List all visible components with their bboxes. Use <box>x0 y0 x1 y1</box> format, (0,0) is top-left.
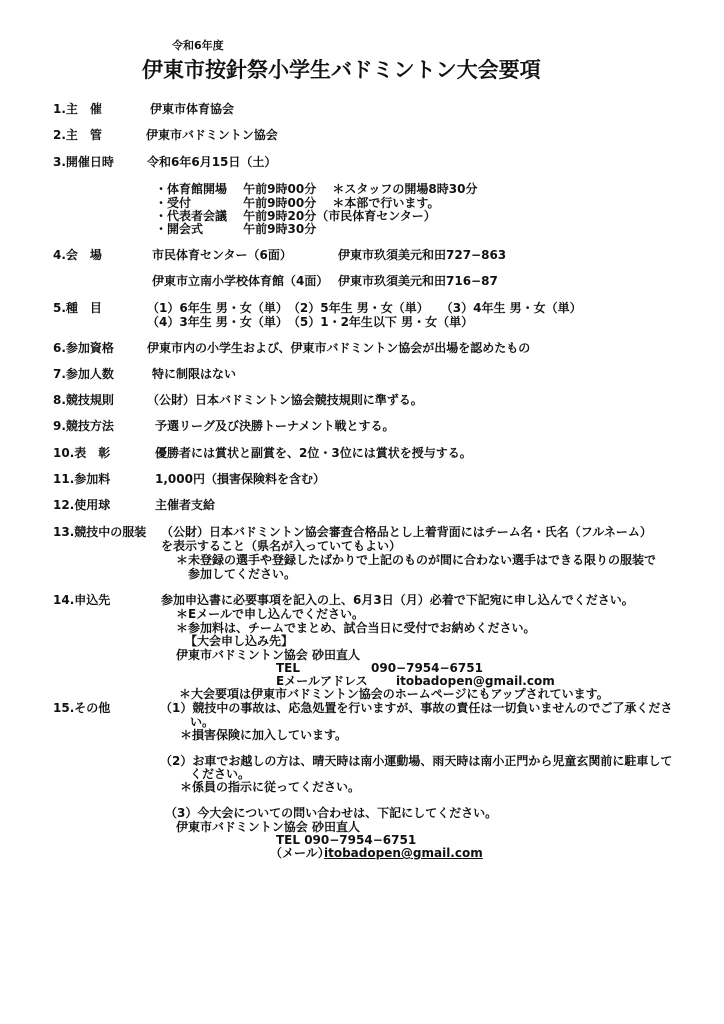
section-value-organizer: 伊東市体育協会 <box>150 102 235 116</box>
section-value-format: 予選リーグ及び決勝トーナメント戦とする。 <box>155 419 395 433</box>
section-label-venue: 4.会 場 <box>53 248 102 262</box>
attire-line-1: （公財）日本バドミントン協会審査合格品とし上着背面にはチーム名・氏名（フルネーム） <box>161 525 652 539</box>
section-value-date: 令和6年6月15日（土） <box>147 155 277 169</box>
section-label-participants: 7.参加人数 <box>53 367 114 381</box>
application-email[interactable]: itobadopen@gmail.com <box>396 674 555 688</box>
section-value-participants: 特に制限はない <box>152 367 237 381</box>
events-line-1: （1）6年生 男・女（単） （2）5年生 男・女（単） （3）4年生 男・女（単） <box>147 301 582 315</box>
other-item3-tel: TEL 090−7954−6751 <box>276 833 417 847</box>
venue-2-address: 伊東市玖須美元和田716−87 <box>338 274 498 288</box>
other-item3-contact-name: 伊東市バドミントン協会 砂田直人 <box>176 820 360 834</box>
section-label-awards: 10.表 彰 <box>53 446 111 460</box>
section-label-other: 15.その他 <box>53 701 111 715</box>
section-label-fee: 11.参加料 <box>53 472 111 486</box>
schedule-line: ・開会式 午前9時30分 <box>155 222 317 236</box>
application-tel: 090−7954−6751 <box>371 661 483 675</box>
section-value-fee: 1,000円（損害保険料を含む） <box>155 472 325 486</box>
application-email-label: Eメールアドレス <box>276 674 368 688</box>
application-line-8: ＊大会要項は伊東市バドミントン協会のホームページにもアップされています。 <box>179 687 609 701</box>
other-item2-line1: （2）お車でお越しの方は、晴天時は南小運動場、雨天時は南小正門から児童玄関前に駐車して <box>160 754 673 768</box>
other-item2-line3: ＊係員の指示に従ってください。 <box>180 780 361 794</box>
other-item2-line2: ください。 <box>190 767 251 781</box>
venue-1-address: 伊東市玖須美元和田727−863 <box>338 248 507 262</box>
other-item3-mail-label: （メール） <box>270 846 330 860</box>
application-line-2: ＊Eメールで申し込んでください。 <box>176 607 364 621</box>
section-label-eligibility: 6.参加資格 <box>53 341 114 355</box>
application-line-3: ＊参加料は、チームでまとめ、試合当日に受付でお納めください。 <box>176 621 536 635</box>
other-item3-email[interactable]: itobadopen@gmail.com <box>324 846 483 860</box>
section-value-rules: （公財）日本バドミントン協会競技規則に準ずる。 <box>147 393 423 407</box>
section-label-format: 9.競技方法 <box>53 419 114 433</box>
schedule-line: ・受付 午前9時00分 ＊本部で行います。 <box>155 196 440 210</box>
other-item1-line3: ＊損害保険に加入しています。 <box>180 728 348 742</box>
section-value-shuttle: 主催者支給 <box>155 498 216 512</box>
schedule-line: ・体育館開場 午前9時00分 ＊スタッフの開場8時30分 <box>155 182 478 196</box>
section-value-management: 伊東市バドミントン協会 <box>146 128 278 142</box>
era-label: 令和6年度 <box>172 39 224 52</box>
venue-2: 伊東市立南小学校体育館（4面） <box>152 274 329 288</box>
other-item1-line2: い。 <box>190 715 215 729</box>
section-label-shuttle: 12.使用球 <box>53 498 111 512</box>
section-label-events: 5.種 目 <box>53 301 102 315</box>
section-label-rules: 8.競技規則 <box>53 393 114 407</box>
application-line-1: 参加申込書に必要事項を記入の上、6月3日（月）必着で下記宛に申し込んでください。 <box>161 593 634 607</box>
application-contact-name: 伊東市バドミントン協会 砂田直人 <box>176 648 360 662</box>
other-item1-line1: （1）競技中の事故は、応急処置を行いますが、事故の責任は一切負いませんのでご了承くださ <box>160 701 673 715</box>
section-label-date: 3.開催日時 <box>53 155 114 169</box>
page-title: 伊東市按針祭小学生バドミントン大会要項 <box>142 58 541 82</box>
venue-1: 市民体育センター（6面） <box>152 248 292 262</box>
section-label-organizer: 1.主 催 <box>53 102 102 116</box>
schedule-line: ・代表者会議 午前9時20分（市民体育センター） <box>155 209 436 223</box>
section-label-attire: 13.競技中の服装 <box>53 525 147 539</box>
section-label-management: 2.主 管 <box>53 128 102 142</box>
attire-line-3: ＊未登録の選手や登録したばかりで上記のものが間に合わない選手はできる限りの服装で <box>176 553 657 567</box>
section-value-awards: 優勝者には賞状と副賞を、2位・3位には賞状を授与する。 <box>155 446 472 460</box>
application-line-4: 【大会申し込み先】 <box>185 634 294 648</box>
attire-line-2: を表示すること（県名が入っていてもよい） <box>161 539 402 553</box>
section-value-eligibility: 伊東市内の小学生および、伊東市バドミントン協会が出場を認めたもの <box>147 341 531 355</box>
application-tel-label: TEL <box>276 661 301 675</box>
other-item3-line1: （3）今大会についての問い合わせは、下記にしてください。 <box>165 806 498 820</box>
attire-line-4: 参加してください。 <box>188 567 297 581</box>
events-line-2: （4）3年生 男・女（単） （5）1・2年生以下 男・女（単） <box>147 315 474 329</box>
section-label-application: 14.申込先 <box>53 593 111 607</box>
